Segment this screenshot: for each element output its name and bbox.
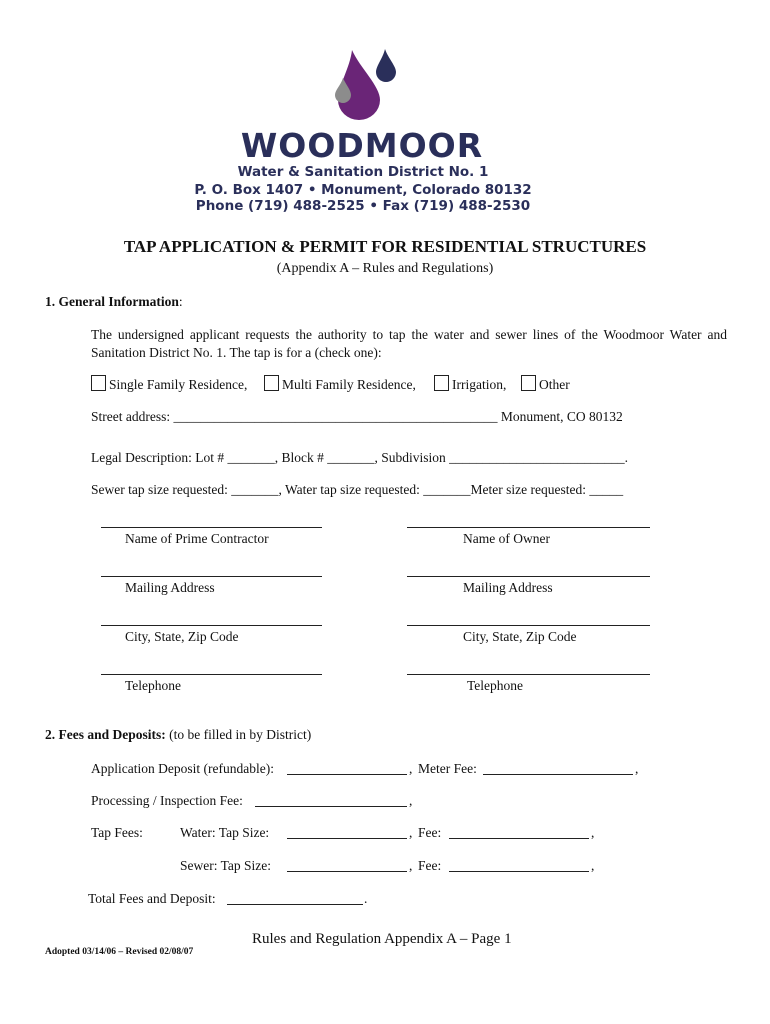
document-title: TAP APPLICATION & PERMIT FOR RESIDENTIAL STRUCTURES [123,237,647,256]
water-tap-size-line[interactable] [287,838,407,839]
owner-name-line[interactable] [407,527,650,528]
contractor-mailing-line[interactable] [101,576,322,577]
option-multi-family[interactable]: Multi Family Residence, [264,375,416,393]
org-phone-fax: Phone (719) 488-2525 • Fax (719) 488-2530 [195,198,531,214]
woodmoor-drops-logo [330,48,400,120]
sewer-fee-line[interactable] [449,871,589,872]
org-name: WOODMOOR [240,126,484,165]
comma: , [591,825,595,840]
owner-telephone-line[interactable] [407,674,650,675]
option-irrigation[interactable]: Irrigation, [434,375,506,393]
meter-fee-line[interactable] [483,774,633,775]
period: . [364,891,368,906]
section1-paragraph: The undersigned applicant requests the authority to tap the water and sewer lines of the Woodmoor Water and Sanitation District No. 1. The tap is for a (check one): [91,327,727,360]
comma: , [409,825,413,840]
option-single-family[interactable]: Single Family Residence, [91,375,247,393]
street-address-field[interactable]: Street address: ________________________________________________ Monument, CO 80132 [91,409,623,424]
navy-drop-icon [376,49,396,82]
adopted-revised-note: Adopted 03/14/06 – Revised 02/08/07 [45,947,194,957]
tap-fees-label: Tap Fees: [91,825,143,840]
document-subtitle: (Appendix A – Rules and Regulations) [276,261,494,276]
checkbox[interactable] [91,375,106,391]
processing-fee-line[interactable] [255,806,407,807]
checkbox[interactable] [521,375,536,391]
total-fees-line[interactable] [227,904,363,905]
sewer-tap-size-line[interactable] [287,871,407,872]
water-tap-size-label: Water: Tap Size: [180,825,270,840]
page-label: Rules and Regulation Appendix A – Page 1 [252,931,512,947]
comma: , [591,858,595,873]
comma: , [409,858,413,873]
option-other[interactable]: Other [521,375,570,393]
checkbox[interactable] [264,375,279,391]
owner-telephone-label: Telephone [467,678,524,693]
tap-size-fields[interactable]: Sewer tap size requested: _______, Water tap size requested: _______Meter size requested: _____ [91,482,624,497]
contractor-name-label: Name of Prime Contractor [125,531,269,546]
contractor-telephone-line[interactable] [101,674,322,675]
owner-name-label: Name of Owner [463,531,550,546]
comma: , [635,761,639,776]
district-name: Water & Sanitation District No. 1 [237,164,489,180]
water-fee-label: Fee: [418,825,442,840]
water-fee-line[interactable] [449,838,589,839]
contractor-telephone-label: Telephone [125,678,182,693]
contractor-city-label: City, State, Zip Code [125,629,239,644]
application-deposit-label: Application Deposit (refundable): [91,761,274,776]
owner-city-label: City, State, Zip Code [463,629,577,644]
contractor-mailing-label: Mailing Address [125,580,215,595]
legal-description-field[interactable]: Legal Description: Lot # _______, Block # _______, Subdivision __________________________. [91,450,628,465]
sewer-tap-size-label: Sewer: Tap Size: [180,858,272,873]
total-fees-label: Total Fees and Deposit: [88,891,216,906]
owner-mailing-line[interactable] [407,576,650,577]
checkbox[interactable] [434,375,449,391]
contractor-name-line[interactable] [101,527,322,528]
processing-fee-label: Processing / Inspection Fee: [91,793,243,808]
meter-fee-label: Meter Fee: [418,761,477,776]
comma: , [409,761,413,776]
contractor-city-line[interactable] [101,625,322,626]
owner-mailing-label: Mailing Address [463,580,553,595]
owner-city-line[interactable] [407,625,650,626]
section1-heading: 1. General Information: [45,294,183,309]
application-deposit-line[interactable] [287,774,407,775]
section2-heading: 2. Fees and Deposits: (to be filled in by District) [45,727,312,742]
comma: , [409,793,413,808]
sewer-fee-label: Fee: [418,858,442,873]
org-address: P. O. Box 1407 • Monument, Colorado 80132 [194,182,532,198]
